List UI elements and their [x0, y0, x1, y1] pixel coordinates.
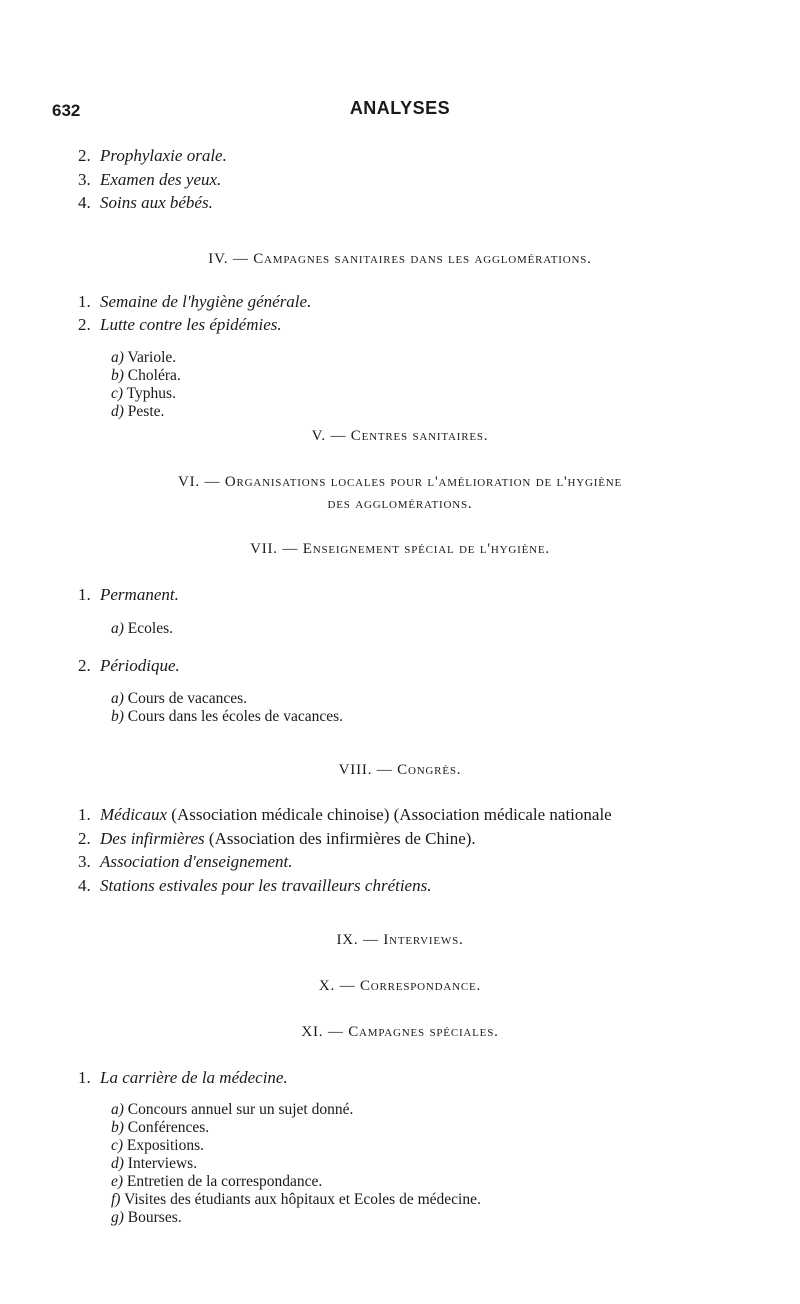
sub-item-text: Typhus. — [126, 385, 176, 402]
sub-item-text: Bourses. — [127, 1209, 182, 1226]
sub-item-letter: b) — [111, 367, 124, 384]
section-heading — [0, 541, 800, 558]
item-text-italic: Médicaux — [100, 805, 168, 824]
item-number: 1. — [78, 292, 91, 311]
item-text: (Association médicale chinoise) (Association médicale nationale — [167, 805, 612, 824]
item-text: (Association des infirmières de Chine). — [204, 829, 476, 848]
sub-item — [111, 349, 176, 367]
section-heading-text: VI. — Organisations locales pour l'amélioration de l'hygiène — [177, 474, 623, 490]
section-heading — [0, 932, 800, 949]
page-number: 632 — [52, 101, 81, 120]
item-number: 4. — [78, 876, 91, 895]
list-item — [78, 852, 293, 872]
section-heading — [0, 978, 800, 995]
sub-item-letter: c) — [111, 385, 124, 402]
sub-item-letter: b) — [111, 1119, 124, 1136]
sub-item-letter: a) — [111, 620, 124, 637]
sub-item-letter: d) — [111, 1155, 124, 1172]
section-heading-text: XI. — Campagnes spéciales. — [301, 1024, 499, 1040]
item-number: 2. — [78, 146, 91, 165]
section-heading-text: X. — Correspondance. — [318, 978, 482, 994]
item-number: 3. — [78, 170, 91, 189]
item-number: 2. — [78, 829, 91, 848]
list-item — [78, 292, 311, 312]
sub-item — [111, 708, 343, 726]
item-text-italic: Stations estivales pour les travailleurs chrétiens. — [100, 876, 432, 895]
sub-item-text: Entretien de la correspondance. — [126, 1173, 323, 1190]
sub-item-text: Peste. — [127, 403, 165, 420]
sub-item-text: Expositions. — [126, 1137, 204, 1154]
list-item — [78, 146, 227, 166]
running-head: ANALYSES — [349, 98, 451, 118]
sub-item-text: Choléra. — [127, 367, 181, 384]
section-heading — [0, 762, 800, 779]
item-number: 2. — [78, 315, 91, 334]
sub-item — [111, 1137, 204, 1155]
section-heading-continued — [0, 496, 800, 513]
sub-item-text: Cours de vacances. — [127, 690, 248, 707]
list-item — [78, 585, 179, 605]
sub-item-letter: c) — [111, 1137, 124, 1154]
item-text: Examen des yeux. — [100, 170, 222, 189]
item-text: La carrière de la médecine. — [100, 1068, 288, 1087]
section-heading — [0, 474, 800, 491]
item-text: Lutte contre les épidémies. — [100, 315, 282, 334]
section-heading — [0, 251, 800, 268]
sub-item — [111, 1173, 322, 1191]
sub-item-text: Interviews. — [127, 1155, 198, 1172]
item-text: Semaine de l'hygiène générale. — [100, 292, 312, 311]
item-text: Permanent. — [100, 585, 179, 604]
sub-item — [111, 1209, 182, 1227]
sub-item — [111, 1119, 209, 1137]
section-heading-text: IV. — Campagnes sanitaires dans les agglomérations. — [208, 251, 592, 267]
item-number: 1. — [78, 805, 91, 824]
section-heading-text: VIII. — Congrès. — [338, 762, 462, 778]
sub-item — [111, 385, 176, 403]
section-heading-text: IX. — Interviews. — [336, 932, 464, 948]
sub-item-letter: a) — [111, 349, 124, 366]
item-text: Prophylaxie orale. — [100, 146, 227, 165]
sub-item-letter: b) — [111, 708, 124, 725]
sub-item-text: Conférences. — [127, 1119, 210, 1136]
sub-item-text: Concours annuel sur un sujet donné. — [127, 1101, 354, 1118]
item-number: 1. — [78, 585, 91, 604]
sub-item — [111, 690, 247, 708]
section-heading — [0, 1024, 800, 1041]
item-number: 1. — [78, 1068, 91, 1087]
sub-item — [111, 1155, 197, 1173]
section-heading-text: V. — Centres sanitaires. — [311, 428, 489, 444]
item-number: 4. — [78, 193, 91, 212]
list-item — [78, 876, 431, 896]
sub-item-letter: f) — [111, 1191, 121, 1208]
sub-item-text: Ecoles. — [127, 620, 173, 637]
list-item — [78, 829, 476, 849]
item-text: Soins aux bébés. — [100, 193, 213, 212]
sub-item — [111, 1191, 481, 1209]
item-number: 2. — [78, 656, 91, 675]
sub-item — [111, 403, 164, 421]
list-item — [78, 805, 612, 825]
item-number: 3. — [78, 852, 91, 871]
sub-item-text: Cours dans les écoles de vacances. — [127, 708, 343, 725]
sub-item-letter: d) — [111, 403, 124, 420]
list-item — [78, 315, 282, 335]
sub-item-text: Variole. — [127, 349, 177, 366]
sub-item-letter: e) — [111, 1173, 124, 1190]
list-item — [78, 170, 221, 190]
section-heading-text: VII. — Enseignement spécial de l'hygiène. — [250, 541, 550, 557]
sub-item — [111, 367, 181, 385]
section-heading-text: des agglomérations. — [327, 496, 473, 512]
sub-item-letter: g) — [111, 1209, 124, 1226]
sub-item-letter: a) — [111, 690, 124, 707]
section-heading — [0, 428, 800, 445]
list-item — [78, 193, 213, 213]
list-item — [78, 1068, 288, 1088]
item-text: Périodique. — [100, 656, 180, 675]
sub-item-letter: a) — [111, 1101, 124, 1118]
sub-item — [111, 620, 173, 638]
sub-item — [111, 1101, 353, 1119]
item-text-italic: Association d'enseignement. — [100, 852, 293, 871]
sub-item-text: Visites des étudiants aux hôpitaux et Ecoles de médecine. — [124, 1191, 481, 1208]
list-item — [78, 656, 180, 676]
item-text-italic: Des infirmières — [100, 829, 205, 848]
